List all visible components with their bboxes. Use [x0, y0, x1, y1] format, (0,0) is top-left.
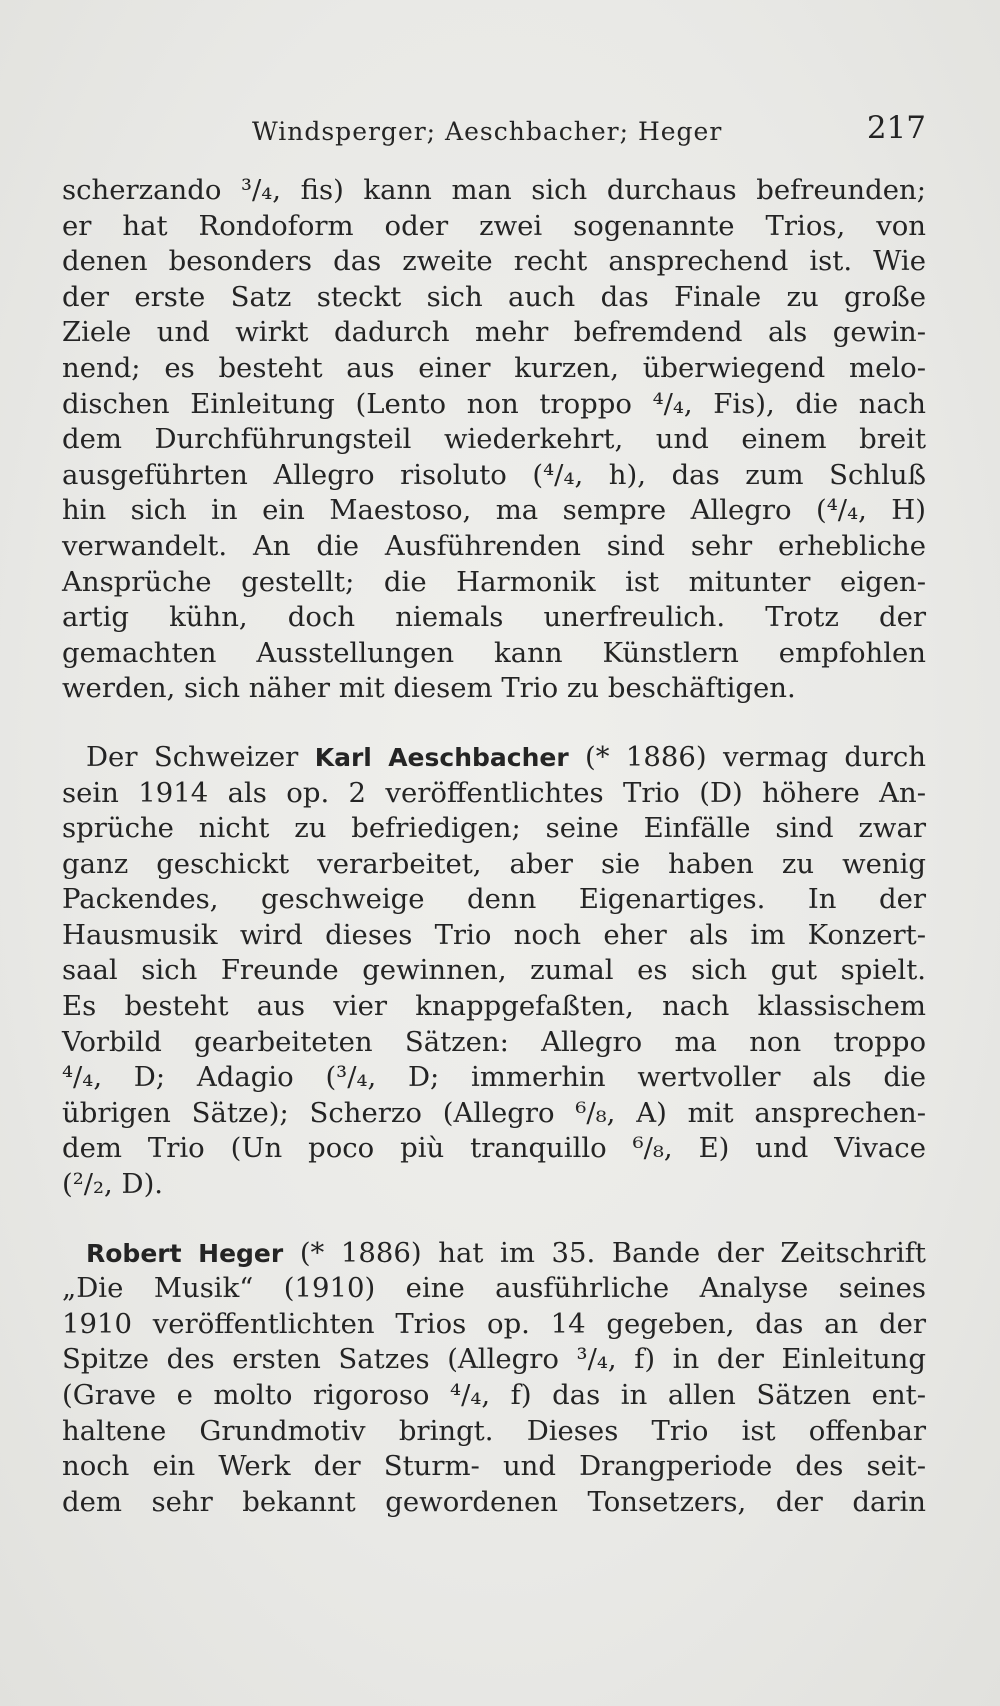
- paragraph-windsperger: [62, 173, 926, 707]
- text-line: scherzando ³/₄, fis) kann man sich durchaus befreunden;: [62, 174, 926, 206]
- text-line: hin sich in ein Maestoso, ma sempre Allegro (⁴/₄, H): [62, 494, 926, 527]
- text-run: (* 1886) vermag durch: [568, 740, 926, 773]
- paragraph-first-line: [62, 1236, 926, 1272]
- text-line: ganz geschickt verarbeitet, aber sie haben zu wenig: [62, 847, 926, 880]
- text-line: „Die Musik“ (1910) eine ausführliche Analyse seines: [62, 1272, 926, 1305]
- text-line: gemachten Ausstellungen kann Künstlern empfohlen: [62, 636, 926, 669]
- text-line: der erste Satz steckt sich auch das Finale zu große: [62, 280, 926, 313]
- text-line: Spitze des ersten Satzes (Allegro ³/₄, f) in der Einleitung: [62, 1343, 926, 1376]
- paragraph-gap: [62, 1203, 926, 1236]
- text-line: Packendes, geschweige denn Eigenartiges. In der: [62, 883, 926, 916]
- text-line: sein 1914 als op. 2 veröffentlichtes Trio (D) höhere An-: [62, 776, 926, 809]
- paragraph-gap: [62, 707, 926, 740]
- paragraph-aeschbacher: [62, 740, 926, 1203]
- text-line: dem Trio (Un poco più tranquillo ⁶/₈, E) und Vivace: [62, 1132, 926, 1165]
- text-line: saal sich Freunde gewinnen, zumal es sich gut spielt.: [62, 954, 926, 987]
- text-line: ausgeführten Allegro risoluto (⁴/₄, h), das zum Schluß: [62, 458, 926, 491]
- running-head: Windsperger; Aeschbacher; Heger: [252, 117, 723, 146]
- text-line: werden, sich näher mit diesem Trio zu beschäftigen.: [62, 672, 796, 705]
- body-text: [62, 173, 926, 1520]
- text-line: artig kühn, doch niemals unerfreulich. Trotz der: [62, 601, 926, 634]
- text-line: (Grave e molto rigoroso ⁴/₄, f) das in allen Sätzen ent-: [62, 1379, 926, 1411]
- page-number: 217: [866, 110, 926, 146]
- text-line: dem sehr bekannt gewordenen Tonsetzers, der darin: [62, 1485, 926, 1518]
- text-line: Es besteht aus vier knappgefaßten, nach klassischem: [62, 990, 926, 1023]
- text-line: (²/₂, D).: [62, 1168, 164, 1201]
- paragraph-first-line: [62, 740, 926, 776]
- text-line: dischen Einleitung (Lento non troppo ⁴/₄, Fis), die nach: [62, 387, 926, 420]
- text-line: denen besonders das zweite recht ansprechend ist. Wie: [62, 245, 926, 278]
- text-line: 1910 veröffentlichten Trios op. 14 gegeben, das an der: [62, 1307, 926, 1340]
- text-line: noch ein Werk der Sturm- und Drangperiode des seit-: [62, 1450, 926, 1483]
- text-line: übrigen Sätze); Scherzo (Allegro ⁶/₈, A) mit ansprechen-: [62, 1096, 926, 1129]
- composer-name: Robert Heger: [86, 1238, 284, 1268]
- text-line: Hausmusik wird dieses Trio noch eher als im Konzert-: [62, 918, 926, 951]
- text-line: verwandelt. An die Ausführenden sind sehr erhebliche: [62, 529, 926, 562]
- composer-name: Karl Aeschbacher: [314, 742, 569, 772]
- text-line: nend; es besteht aus einer kurzen, überwiegend melo-: [62, 351, 926, 384]
- text-line: dem Durchführungsteil wiederkehrt, und einem breit: [62, 423, 926, 456]
- paragraph-heger: [62, 1236, 926, 1521]
- page-header: [62, 110, 926, 154]
- text-line: Ziele und wirkt dadurch mehr befremdend als gewin-: [62, 316, 926, 349]
- text-run: Der Schweizer: [86, 740, 315, 773]
- text-line: Vorbild gearbeiteten Sätzen: Allegro ma non troppo: [62, 1025, 926, 1058]
- text-line: sprüche nicht zu befriedigen; seine Einfälle sind zwar: [62, 812, 926, 845]
- text-run: (* 1886) hat im 35. Bande der Zeitschrift: [283, 1236, 926, 1269]
- text-line: er hat Rondoform oder zwei sogenannte Trios, von: [62, 209, 926, 242]
- text-line: Ansprüche gestellt; die Harmonik ist mitunter eigen-: [62, 565, 926, 598]
- text-line: ⁴/₄, D; Adagio (³/₄, D; immerhin wertvoller als die: [62, 1061, 926, 1094]
- text-line: haltene Grundmotiv bringt. Dieses Trio ist offenbar: [62, 1414, 926, 1447]
